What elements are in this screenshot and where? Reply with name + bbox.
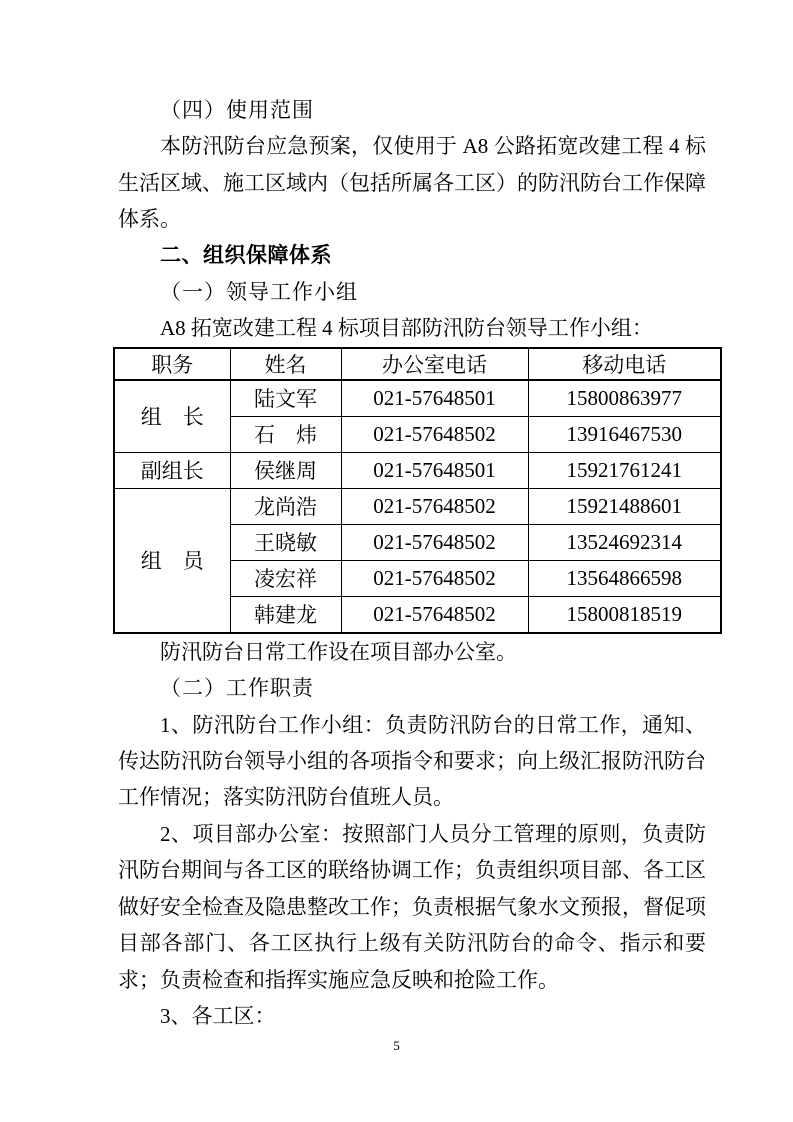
column-header-mobile-phone: 移动电话 xyxy=(528,348,721,380)
column-header-position: 职务 xyxy=(114,348,230,380)
paragraph-duty-3: 3、各工区： xyxy=(160,1003,276,1028)
table-header-row xyxy=(114,348,721,380)
name-cell: 韩建龙 xyxy=(230,596,341,633)
office-phone-cell: 021-57648502 xyxy=(341,560,528,596)
table-row xyxy=(114,488,721,524)
office-phone-cell: 021-57648502 xyxy=(341,524,528,560)
leading-group-table xyxy=(113,347,722,634)
name-cell: 石 炜 xyxy=(230,416,341,452)
name-cell: 龙尚浩 xyxy=(230,488,341,524)
position-cell: 副组长 xyxy=(114,452,230,488)
office-phone-cell: 021-57648502 xyxy=(341,416,528,452)
position-cell: 组 长 xyxy=(114,380,230,453)
paragraph-leading-group-intro: A8 拓宽改建工程 4 标项目部防汛防台领导工作小组： xyxy=(160,316,653,341)
paragraph-duty-2: 2、项目部办公室：按照部门人员分工管理的原则，负责防汛防台期间与各工区的联络协调工作；负责组织项目部、各工区做好安全检查及隐患整改工作；负责根据气象水文预报，督促项目部各部门、各工区执行上级有关防汛防台的命令、指示和要求；负责检查和指挥实施应急反映和抢险工作。 xyxy=(118,821,706,992)
paragraph-use-scope: 本防汛防台应急预案，仅使用于 A8 公路拓宽改建工程 4 标生活区域、施工区域内（包括所属各工区）的防汛防台工作保障体系。 xyxy=(118,134,706,232)
table-row xyxy=(114,380,721,417)
office-phone-cell: 021-57648501 xyxy=(341,380,528,417)
mobile-phone-cell: 15921488601 xyxy=(528,488,721,524)
heading-duties: （二）工作职责 xyxy=(160,676,314,701)
mobile-phone-cell: 15800818519 xyxy=(528,596,721,633)
office-phone-cell: 021-57648502 xyxy=(341,488,528,524)
office-phone-cell: 021-57648501 xyxy=(341,452,528,488)
name-cell: 凌宏祥 xyxy=(230,560,341,596)
office-phone-cell: 021-57648502 xyxy=(341,596,528,633)
page-number: 5 xyxy=(393,1038,400,1053)
mobile-phone-cell: 13524692314 xyxy=(528,524,721,560)
position-cell: 组 员 xyxy=(114,488,230,633)
mobile-phone-cell: 13916467530 xyxy=(528,416,721,452)
heading-leading-group: （一）领导工作小组 xyxy=(160,280,358,305)
heading-chapter-2: 二、组织保障体系 xyxy=(160,243,332,267)
name-cell: 陆文军 xyxy=(230,380,341,417)
document-body xyxy=(118,92,706,1034)
mobile-phone-cell: 13564866598 xyxy=(528,560,721,596)
heading-use-scope: （四）使用范围 xyxy=(160,98,314,122)
column-header-office-phone: 办公室电话 xyxy=(341,348,528,380)
column-header-name: 姓名 xyxy=(230,348,341,380)
mobile-phone-cell: 15800863977 xyxy=(528,380,721,417)
mobile-phone-cell: 15921761241 xyxy=(528,452,721,488)
paragraph-duty-1: 1、防汛防台工作小组：负责防汛防台的日常工作，通知、传达防汛防台领导小组的各项指令和要求；向上级汇报防汛防台工作情况；落实防汛防台值班人员。 xyxy=(118,712,706,810)
table-row xyxy=(114,452,721,488)
name-cell: 王晓敏 xyxy=(230,524,341,560)
name-cell: 侯继周 xyxy=(230,452,341,488)
paragraph-table-note: 防汛防台日常工作设在项目部办公室。 xyxy=(160,639,517,664)
